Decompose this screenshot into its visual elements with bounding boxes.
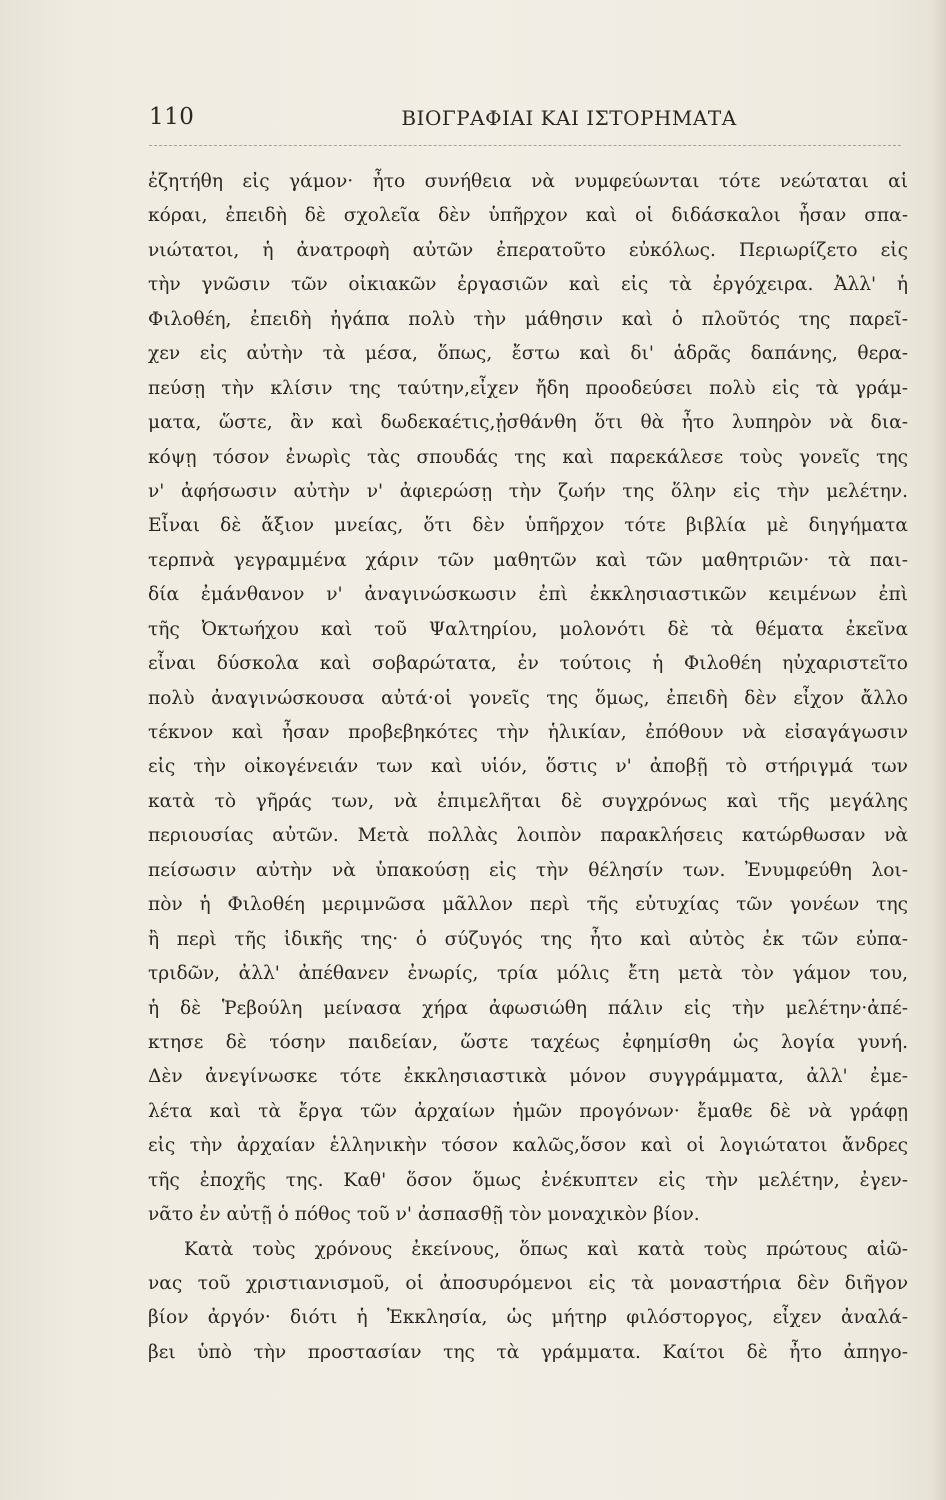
running-title: ΒΙΟΓΡΑΦΙΑΙ ΚΑΙ ΙΣΤΟΡΗΜΑΤΑ	[401, 106, 737, 130]
text-line: τέκνον καὶ ἦσαν προβεβηκότες τὴν ἡλικίαν, ἐπόθουν νὰ εἰσαγάγωσιν	[148, 722, 908, 743]
text-line: ἢ περὶ τῆς ἰδικῆς της· ὁ σύζυγός της ἦτο καὶ αὐτὸς ἐκ τῶν εὐπα-	[148, 928, 908, 950]
page-header	[149, 104, 909, 144]
text-line: τὴν γνῶσιν τῶν οἰκιακῶν ἐργασιῶν καὶ εἰς τὰ ἐργόχειρα. Ἀλλ' ἡ	[148, 274, 908, 296]
text-line: ἐζητήθη εἰς γάμον· ἦτο συνήθεια νὰ νυμφεύωνται τότε νεώταται αἱ	[148, 171, 908, 192]
text-line: τερπνὰ γεγραμμένα χάριν τῶν μαθητῶν καὶ τῶν μαθητριῶν· τὰ παι-	[148, 549, 908, 571]
text-line: δία ἐμάνθανον ν' ἀναγινώσκωσιν ἐπὶ ἐκκλησιαστικῶν κειμένων ἐπὶ	[148, 584, 908, 606]
body-text	[148, 165, 908, 1370]
text-line: νιώτατοι, ἡ ἀνατροφὴ αὐτῶν ἐπερατοῦτο εὐκόλως. Περιωρίζετο εἰς	[148, 239, 908, 261]
text-line: πείσωσιν αὐτὴν νὰ ὑπακούσῃ εἰς τὴν θέλησίν των. Ἐνυμφεύθη λοι-	[148, 859, 908, 881]
text-line: ματα, ὥστε, ἂν καὶ δωδεκαέτις,ᾐσθάνθη ὅτι θὰ ἦτο λυπηρὸν νὰ δια-	[148, 412, 908, 434]
text-line: πεύσῃ τὴν κλίσιν της ταύτην,εἶχεν ἤδη προοδεύσει πολὺ εἰς τὰ γράμ-	[148, 377, 908, 399]
text-line: τῆς Ὀκτωήχου καὶ τοῦ Ψαλτηρίου, μολονότι δὲ τὰ θέματα ἐκεῖνα	[148, 618, 908, 640]
page-edge-shadow	[932, 0, 946, 1500]
paragraph-end-line: νᾶτο ἐν αὐτῇ ὁ πόθος τοῦ ν' ἀσπασθῇ τὸν μοναχικὸν βίον.	[148, 1204, 700, 1226]
text-line: λέτα καὶ τὰ ἔργα τῶν ἀρχαίων ἡμῶν προγόνων· ἔμαθε δὲ νὰ γράφῃ	[148, 1100, 908, 1122]
header-rule	[149, 145, 901, 146]
text-line: περιουσίας αὐτῶν. Μετὰ πολλὰς λοιπὸν παρακλήσεις κατώρθωσαν νὰ	[148, 825, 908, 847]
text-line: Εἶναι δὲ ἄξιον μνείας, ὅτι δὲν ὑπῆρχον τότε βιβλία μὲ διηγήματα	[148, 515, 908, 537]
text-line: νας τοῦ χριστιανισμοῦ, οἱ ἀποσυρόμενοι εἰς τὰ μοναστήρια δὲν διῆγον	[148, 1273, 908, 1294]
text-line: εἶναι δύσκολα καὶ σοβαρώτατα, ἐν τούτοις ἡ Φιλοθέη ηὐχαριστεῖτο	[148, 653, 908, 675]
text-line: βει ὑπὸ τὴν προστασίαν της τὰ γράμματα. Καίτοι δὲ ἦτο ἀπηγο-	[148, 1341, 908, 1363]
text-line: Δὲν ἀνεγίνωσκε τότε ἐκκλησιαστικὰ μόνον συγγράμματα, ἀλλ' ἐμε-	[148, 1066, 908, 1088]
text-line: ν' ἀφήσωσιν αὐτὴν ν' ἀφιερώσῃ τὴν ζωήν της ὅλην εἰς τὴν μελέτην.	[148, 480, 908, 502]
text-line: πὸν ἡ Φιλοθέη μεριμνῶσα μᾶλλον περὶ τῆς εὐτυχίας τῶν γονέων της	[148, 894, 908, 916]
text-line: εἰς τὴν οἰκογένειάν των καὶ υἱόν, ὅστις ν' ἀποβῇ τὸ στήριγμά των	[148, 756, 908, 778]
text-line: χεν εἰς αὐτὴν τὰ μέσα, ὅπως, ἔστω καὶ δι' ἁδρᾶς δαπάνης, θερα-	[148, 343, 908, 365]
text-line: κόραι, ἐπειδὴ δὲ σχολεῖα δὲν ὑπῆρχον καὶ οἱ διδάσκαλοι ἦσαν σπα-	[148, 205, 908, 227]
text-line: Φιλοθέη, ἐπειδὴ ἠγάπα πολὺ τὴν μάθησιν καὶ ὁ πλοῦτός της παρεῖ-	[148, 308, 908, 330]
text-line: κόψῃ τόσον ἐνωρὶς τὰς σπουδάς της καὶ παρεκάλεσε τοὺς γονεῖς της	[148, 446, 908, 468]
text-line: κατὰ τὸ γῆράς των, νὰ ἐπιμελῆται δὲ συγχρόνως καὶ τῆς μεγάλης	[148, 790, 908, 812]
text-line: βίον ἀργόν· διότι ἡ Ἐκκλησία, ὡς μήτηρ φιλόστοργος, εἶχεν ἀναλά-	[148, 1307, 908, 1329]
text-line: ἡ δὲ Ῥεβούλη μείνασα χήρα ἀφωσιώθη πάλιν εἰς τὴν μελέτην·ἀπέ-	[148, 997, 908, 1019]
paragraph-start-line: Κατὰ τοὺς χρόνους ἐκείνους, ὅπως καὶ κατὰ τοὺς πρώτους αἰῶ-	[184, 1238, 908, 1260]
text-line: πολὺ ἀναγινώσκουσα αὐτά·οἱ γονεῖς της ὅμως, ἐπειδὴ δὲν εἶχον ἄλλο	[148, 687, 908, 709]
page-number: 110	[149, 104, 195, 130]
text-line: κτησε δὲ τόσην παιδείαν, ὥστε ταχέως ἐφημίσθη ὡς λογία γυνή.	[148, 1031, 908, 1053]
text-line: τριδῶν, ἀλλ' ἀπέθανεν ἐνωρίς, τρία μόλις ἔτη μετὰ τὸν γάμον του,	[148, 963, 908, 985]
text-line: εἰς τὴν ἀρχαίαν ἑλληνικὴν τόσον καλῶς,ὅσον καὶ οἱ λογιώτατοι ἄνδρες	[148, 1135, 908, 1157]
text-line: τῆς ἐποχῆς της. Καθ' ὅσον ὅμως ἐνέκυπτεν εἰς τὴν μελέτην, ἐγεν-	[148, 1169, 908, 1191]
